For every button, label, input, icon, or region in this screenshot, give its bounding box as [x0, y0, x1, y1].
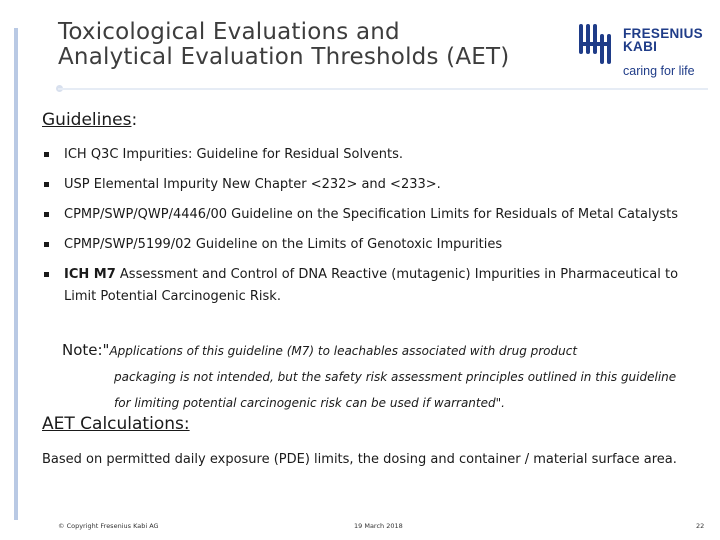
logo-name: [623, 27, 703, 53]
fresenius-logo-mark-icon: [578, 22, 618, 66]
square-bullet-icon: [44, 272, 49, 277]
list-item: [42, 204, 702, 226]
list-item: [42, 264, 702, 308]
footer-page-number: 22: [696, 522, 705, 530]
footer-copyright: © Copyright Fresenius Kabi AG: [58, 522, 159, 530]
logo-name-line-2: KABI: [623, 39, 658, 54]
guidelines-heading-suffix: :: [131, 110, 138, 130]
page-title-line-2: Analytical Evaluation Thresholds (AET): [58, 44, 510, 70]
square-bullet-icon: [44, 212, 49, 217]
note-text-first: Applications of this guideline (M7) to leachables associated with drug product: [109, 344, 578, 358]
title-rule: [58, 88, 708, 90]
list-item: [42, 234, 702, 256]
fresenius-kabi-logo: [578, 22, 713, 84]
logo-tagline: caring for life: [623, 64, 695, 78]
list-item-text: ICH Q3C Impurities: Guideline for Residual Solvents.: [64, 147, 404, 162]
square-bullet-icon: [44, 152, 49, 157]
list-item-text: CPMP/SWP/5199/02 Guideline on the Limits of Genotoxic Impurities: [64, 237, 503, 252]
page-title-line-1: Toxicological Evaluations and: [58, 19, 400, 45]
footer-date: 19 March 2018: [354, 522, 403, 530]
list-item-bold: ICH M7: [64, 267, 116, 282]
m7-note: [62, 338, 682, 416]
list-item-text: CPMP/SWP/QWP/4446/00 Guideline on the Specification Limits for Residuals of Metal Catalysts: [64, 207, 678, 222]
aet-heading: [42, 414, 190, 434]
guidelines-heading: [42, 110, 137, 130]
aet-heading-text: AET Calculations:: [42, 414, 190, 434]
left-accent-bar: [14, 28, 18, 520]
list-item: [42, 174, 702, 196]
square-bullet-icon: [44, 242, 49, 247]
note-label: Note:": [62, 341, 110, 359]
page-title: [58, 20, 509, 70]
square-bullet-icon: [44, 182, 49, 187]
note-text-rest: packaging is not intended, but the safety risk assessment principles outlined in this guideline for limiting potential carcinogenic risk can be used if warranted".: [114, 370, 677, 410]
list-item-text: USP Elemental Impurity New Chapter <232> and <233>.: [64, 177, 441, 192]
guidelines-heading-text: Guidelines: [42, 110, 132, 130]
list-item: [42, 144, 702, 166]
list-item-text: Assessment and Control of DNA Reactive (mutagenic) Impurities in Pharmaceutical to Limit Potential Carcinogenic Risk.: [64, 267, 679, 304]
guidelines-list: [42, 144, 702, 316]
aet-body: Based on permitted daily exposure (PDE) limits, the dosing and container / material surface area.: [42, 452, 677, 467]
logo-name-line-1: FRESENIUS: [623, 26, 703, 41]
